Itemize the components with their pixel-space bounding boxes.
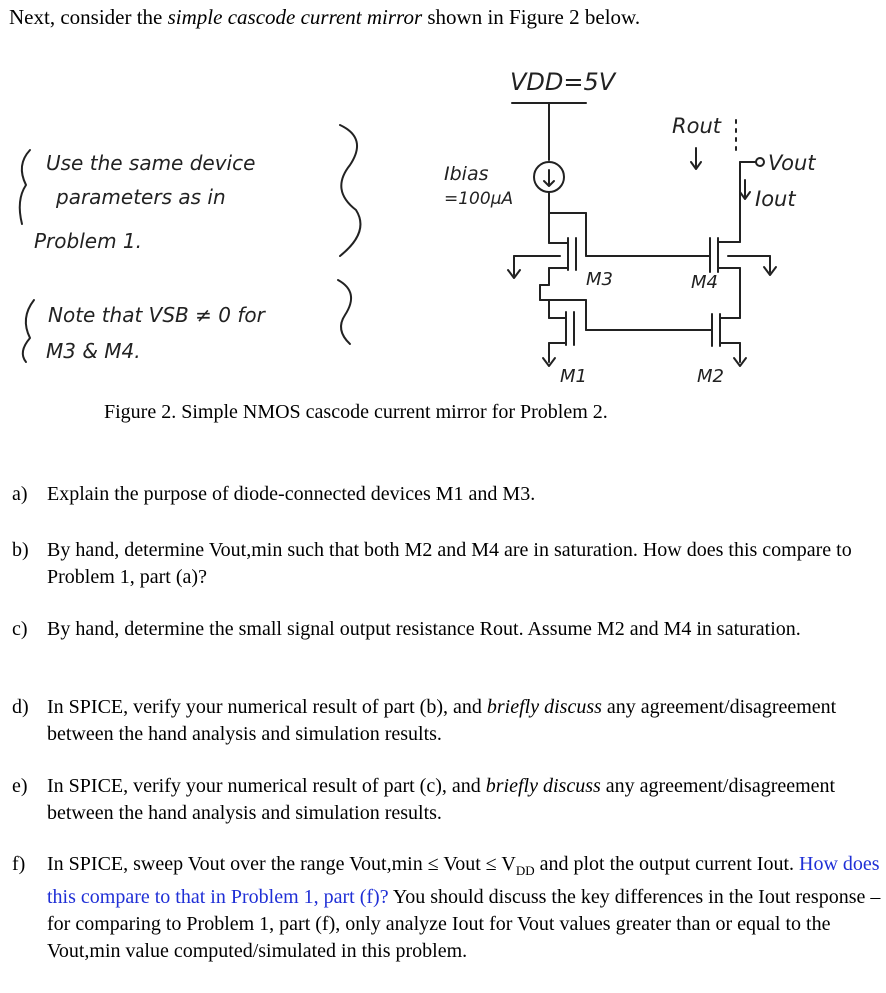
question-f-subscript: DD [515,863,535,878]
question-f-pre: In SPICE, sweep Vout over the range Vout,min ≤ Vout ≤ V [47,853,516,875]
question-b-text: By hand, determine Vout,min such that both M2 and M4 are in saturation. How does this compare to Problem 1, part (a)? [47,539,852,588]
question-c [12,616,882,643]
vdd-label: VDD=5V [510,68,616,96]
m2-label: M2 [697,366,724,387]
note1-line3: Problem 1. [34,229,142,253]
note2-line1: Note that VSB ≠ 0 for [48,303,265,327]
question-b [12,537,882,591]
question-e-label: e) [12,775,28,797]
question-e [12,773,882,827]
question-e-emphasis: briefly discuss [485,775,601,797]
question-d-emphasis: briefly discuss [486,696,602,718]
note1-line1: Use the same device [46,151,256,175]
question-f-post: You should discuss the key differences in the Iout response – for comparing to Problem 1, part (f), only analyze Iout for Vout values greater than or equal to the Vout,min value computed/simulated in this problem. [47,886,881,962]
question-d-label: d) [12,696,29,718]
question-f-text [47,851,882,965]
question-d-post: any agreement/disagreement between the hand analysis and simulation results. [47,696,837,745]
m3-label: M3 [586,269,613,290]
question-d-text [47,694,882,748]
m1-label: M1 [560,366,587,387]
intro-paragraph [9,3,640,31]
question-e-post: any agreement/disagreement between the hand analysis and simulation results. [47,775,836,824]
intro-text-start: Next, consider the [9,5,168,29]
m4-label: M4 [691,272,718,293]
question-a [12,481,882,508]
question-e-text [47,773,882,827]
question-f-label: f) [12,853,26,875]
question-a-label: a) [12,483,28,505]
question-e-pre: In SPICE, verify your numerical result of part (c), and [47,775,486,797]
question-f-mid: and plot the output current Iout. [534,853,799,875]
figure-caption: Figure 2. Simple NMOS cascode current mirror for Problem 2. [104,401,608,423]
vout-label: Vout [768,151,816,175]
question-c-label: c) [12,618,28,640]
question-b-label: b) [12,539,29,561]
question-c-text: By hand, determine the small signal output resistance Rout. Assume M2 and M4 in saturation. [47,618,801,640]
ibias-label: Ibias [444,163,489,185]
cascode-mirror-figure [0,55,886,395]
note2-line2: M3 & M4. [46,339,141,363]
intro-emphasis: simple cascode current mirror [167,5,423,29]
question-d [12,694,882,748]
intro-text-end: shown in Figure 2 below. [422,5,641,29]
rout-label: Rout [672,114,721,138]
question-a-text: Explain the purpose of diode-connected devices M1 and M3. [47,483,536,505]
note1-line2: parameters as in [56,185,226,209]
question-f [12,851,882,965]
iout-label: Iout [755,187,796,211]
question-f-highlight: How does this compare to that in Problem 1, part (f)? [47,853,880,908]
ibias-value: =100µA [444,189,514,209]
question-d-pre: In SPICE, verify your numerical result of part (b), and [47,696,487,718]
